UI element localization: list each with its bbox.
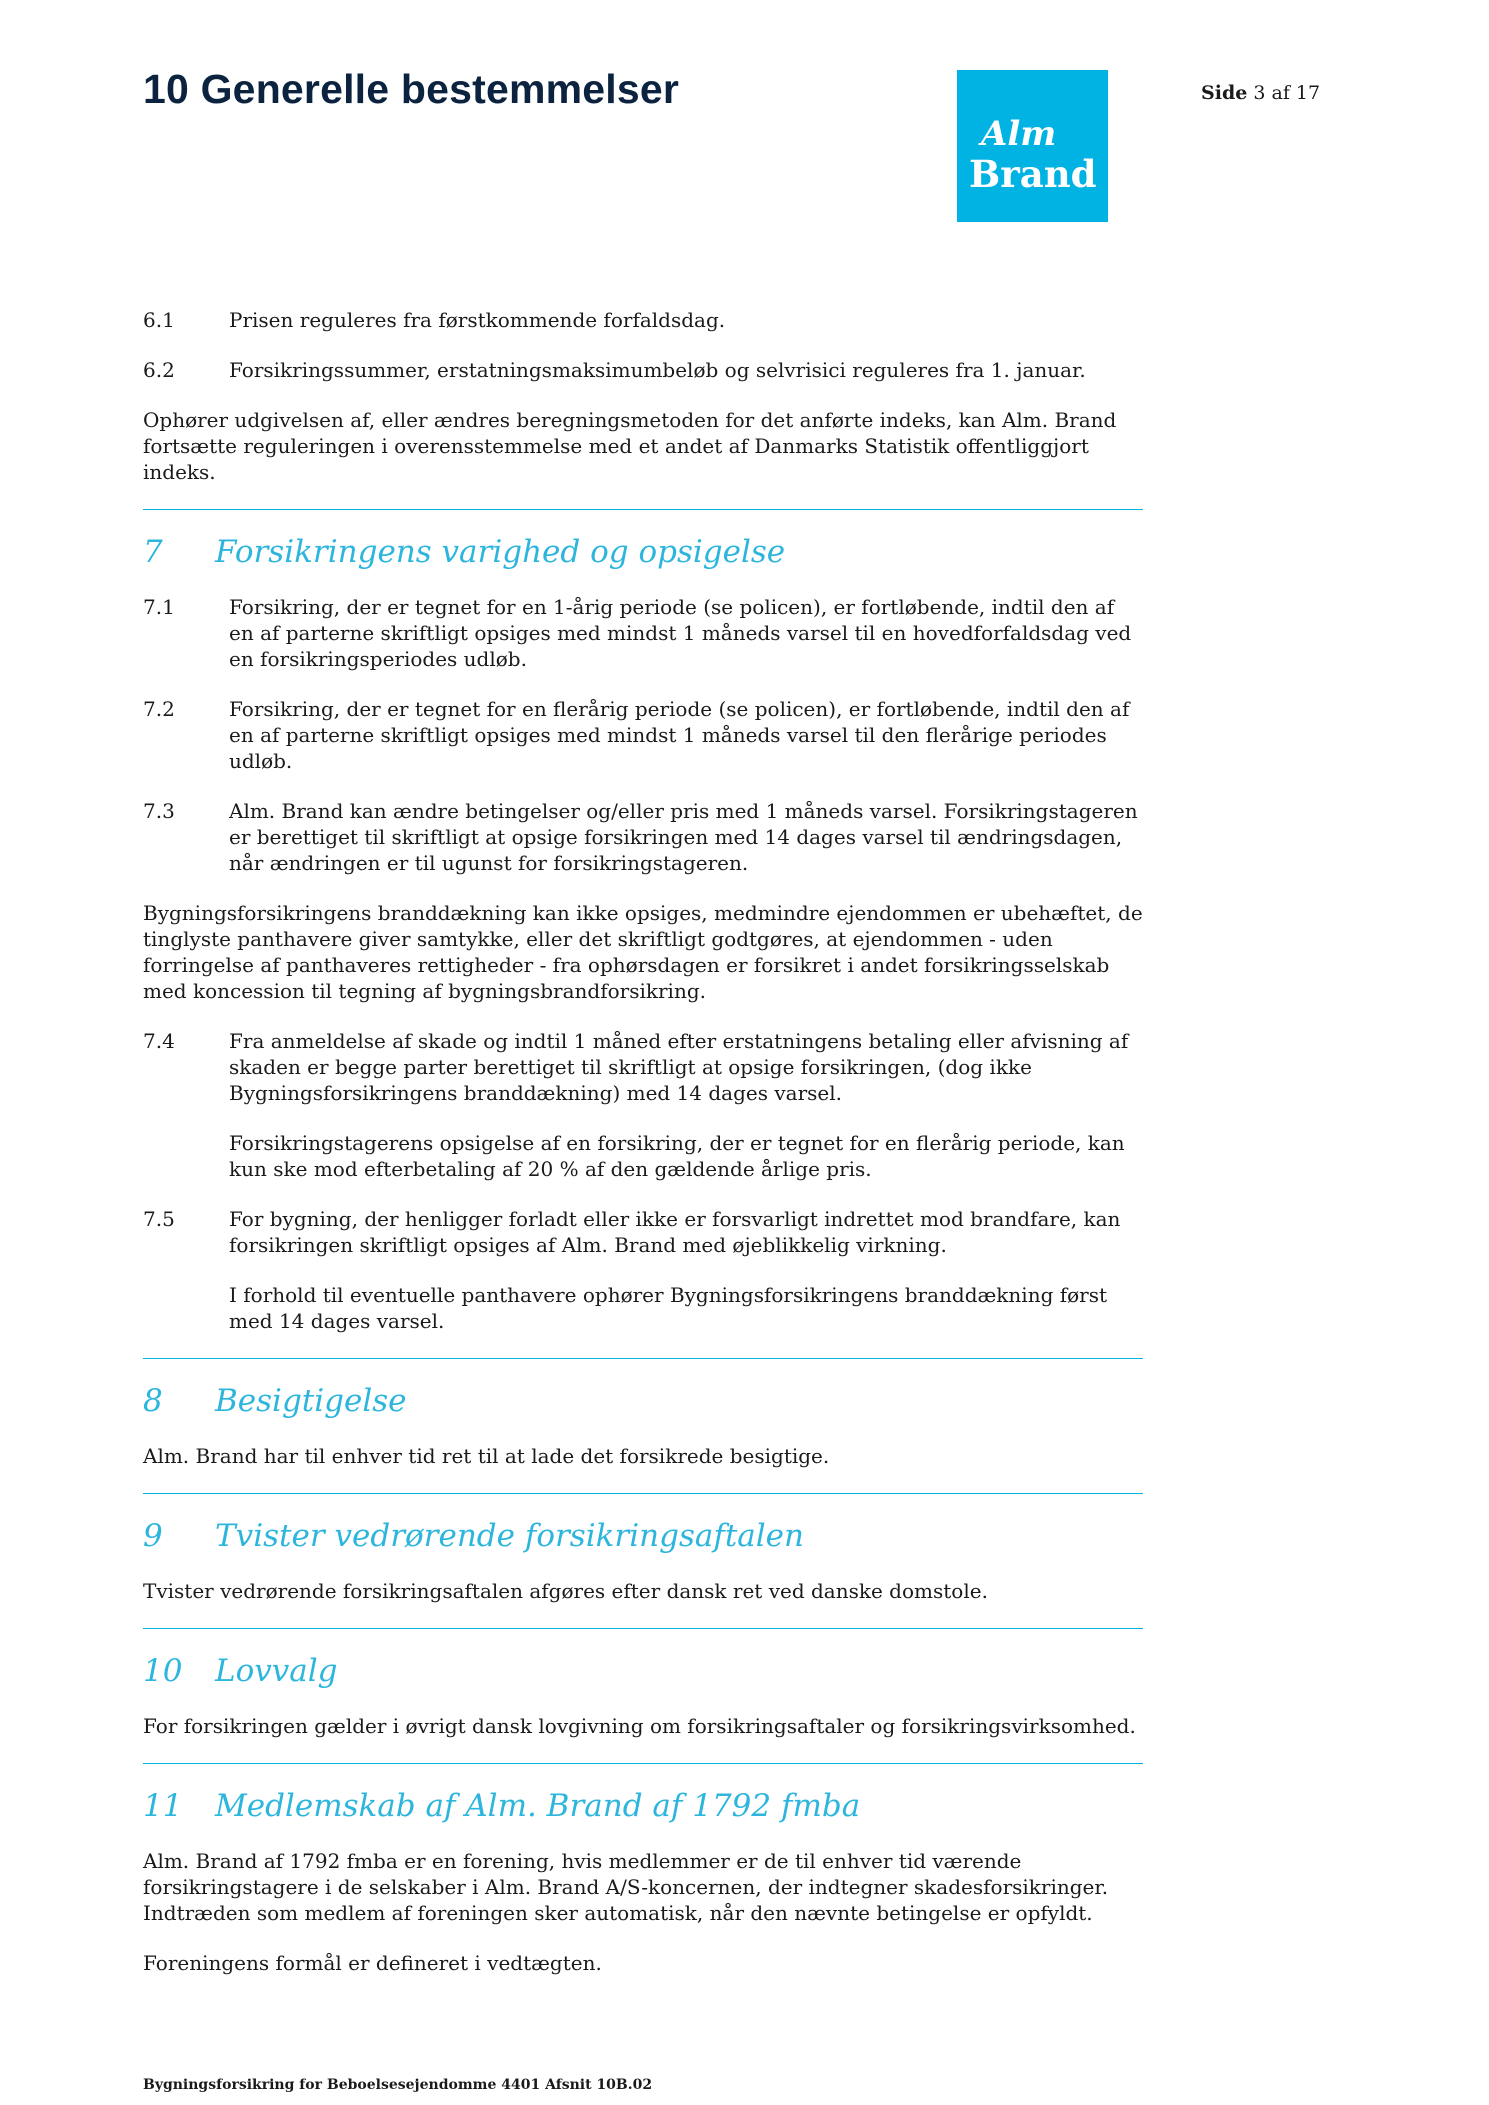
clause-paragraph: For bygning, der henligger forladt eller ikke er forsvarligt indrettet mod brandfare, kan forsikringen skriftligt opsiges af Alm. Brand med øjeblikkelig virkning. (229, 1207, 1121, 1257)
section-9-heading (143, 1518, 1143, 1554)
clause-7-1 (143, 594, 1143, 672)
page-label: Side (1201, 82, 1248, 104)
paragraph-purpose: Foreningens formål er defineret i vedtægten. (143, 1951, 602, 1975)
page-number (1201, 82, 1320, 104)
clause-text: Alm. Brand kan ændre betingelser og/eller pris med 1 måneds varsel. Forsikringstageren er berettiget til skriftligt at opsige forsikringen med 14 dages varsel til ændringsdagen, når ændringen er til ugunst for forsikringstageren. (229, 799, 1138, 875)
section-title: Besigtigelse (215, 1383, 407, 1419)
paragraph-governing-law: For forsikringen gælder i øvrigt dansk lovgivning om forsikringsaftaler og forsikringsvirksomhed. (143, 1714, 1136, 1738)
section-divider (143, 509, 1143, 510)
section-title: Medlemskab af Alm. Brand af 1792 fmba (215, 1788, 861, 1824)
section-number: 7 (143, 534, 163, 570)
clause-7-4 (143, 1028, 1143, 1182)
document-footer: Bygningsforsikring for Beboelsesejendomme 4401 Afsnit 10B.02 (143, 2077, 653, 2093)
clause-text: Prisen reguleres fra førstkommende forfaldsdag. (229, 308, 726, 332)
section-7-heading (143, 534, 1143, 570)
clause-number: 7.1 (143, 595, 175, 619)
clause-text (229, 1028, 1143, 1182)
clause-number: 7.5 (143, 1207, 175, 1231)
section-title: Tvister vedrørende forsikringsaftalen (215, 1518, 804, 1554)
document-body (143, 307, 1143, 2000)
clause-paragraph: Fra anmeldelse af skade og indtil 1 måned efter erstatningens betaling eller afvisning af skaden er begge parter berettiget til skriftligt at opsige forsikringen, (dog ikke Bygningsforsikringens branddækning) med 14 dages varsel. (229, 1029, 1129, 1105)
clause-6-2 (143, 357, 1143, 383)
clause-paragraph: I forhold til eventuelle panthavere ophører Bygningsforsikringens branddækning først med 14 dages varsel. (229, 1283, 1108, 1333)
section-10-heading (143, 1653, 1143, 1689)
clause-number: 6.2 (143, 358, 175, 382)
clause-text: Forsikring, der er tegnet for en 1-årig periode (se policen), er fortløbende, indtil den af en af parterne skriftligt opsiges med mindst 1 måneds varsel til en hovedforfaldsdag ved en forsikringsperiodes udløb. (229, 595, 1132, 671)
page-count: 3 af 17 (1253, 82, 1321, 104)
clause-number: 7.3 (143, 799, 175, 823)
section-number: 9 (143, 1518, 163, 1554)
section-number: 11 (143, 1788, 183, 1824)
clause-7-5 (143, 1206, 1143, 1334)
paragraph-index-regulation: Ophører udgivelsen af, eller ændres beregningsmetoden for det anførte indeks, kan Alm. Brand fortsætte reguleringen i overensstemmelse med et andet af Danmarks Statistik offentliggjort indeks. (143, 408, 1117, 484)
section-8-heading (143, 1383, 1143, 1419)
clause-number: 6.1 (143, 308, 175, 332)
section-divider (143, 1493, 1143, 1494)
clause-7-3 (143, 798, 1143, 876)
clause-paragraph: Forsikringstagerens opsigelse af en forsikring, der er tegnet for en flerårig periode, kan kun ske mod efterbetaling af 20 % af den gældende årlige pris. (229, 1131, 1125, 1181)
clause-text: Forsikring, der er tegnet for en flerårig periode (se policen), er fortløbende, indtil den af en af parterne skriftligt opsiges med mindst 1 måneds varsel til den flerårige periodes udløb. (229, 697, 1130, 773)
paragraph-membership: Alm. Brand af 1792 fmba er en forening, hvis medlemmer er de til enhver tid værende forsikringstagere i de selskaber i Alm. Brand A/S-koncernen, der indtegner skadesforsikringer. Indtræden som medlem af foreningen sker automatisk, når den nævnte betingelse er opfyldt. (143, 1849, 1109, 1925)
section-title: Forsikringens varighed og opsigelse (215, 534, 786, 570)
section-number: 10 (143, 1653, 183, 1689)
section-number: 8 (143, 1383, 163, 1419)
section-divider (143, 1628, 1143, 1629)
section-divider (143, 1358, 1143, 1359)
clause-text: Forsikringssummer, erstatningsmaksimumbeløb og selvrisici reguleres fra 1. januar. (229, 358, 1086, 382)
clause-number: 7.2 (143, 697, 175, 721)
section-11-heading (143, 1788, 1143, 1824)
logo-text-brand: Brand (969, 152, 1097, 196)
logo-text-alm: Alm (981, 114, 1057, 154)
section-divider (143, 1763, 1143, 1764)
section-title: Lovvalg (215, 1653, 338, 1689)
clause-7-2 (143, 696, 1143, 774)
alm-brand-logo (957, 70, 1108, 222)
paragraph-disputes: Tvister vedrørende forsikringsaftalen afgøres efter dansk ret ved danske domstole. (143, 1579, 988, 1603)
paragraph-inspection: Alm. Brand har til enhver tid ret til at lade det forsikrede besigtige. (143, 1444, 830, 1468)
clause-number: 7.4 (143, 1029, 175, 1053)
page-title: 10 Generelle bestemmelser (143, 66, 680, 112)
clause-text (229, 1206, 1143, 1334)
clause-6-1 (143, 307, 1143, 333)
paragraph-fire-coverage: Bygningsforsikringens branddækning kan ikke opsiges, medmindre ejendommen er ubehæftet, de tinglyste panthavere giver samtykke, eller det skriftligt godtgøres, at ejendommen - uden forringelse af panthaveres rettigheder - fra ophørsdagen er forsikret i andet forsikringsselskab med koncession til tegning af bygningsbrandforsikring. (143, 901, 1143, 1003)
